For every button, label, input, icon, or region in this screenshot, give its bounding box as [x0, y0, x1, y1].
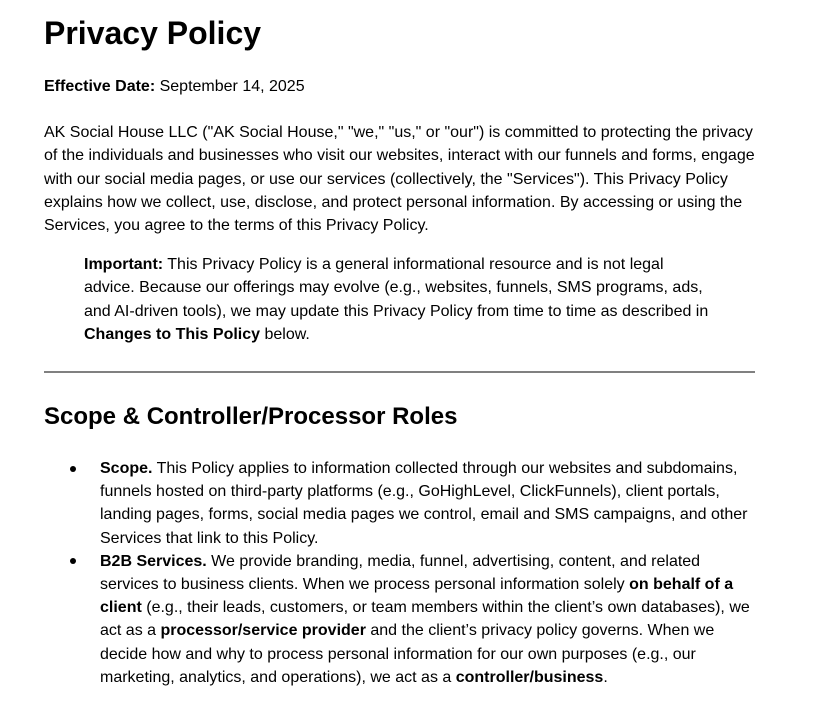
bold-text-run: Effective Date:: [44, 78, 156, 95]
bold-text-run: Scope.: [100, 460, 153, 478]
text-run: This Policy applies to information collected through our websites and subdomains, funnels hosted on third-party platforms (e.g., GoHighLevel, ClickFunnels), client portals, landing pages, forms, social media pages we control, email and SMS campaigns, and other Services that link to this Policy.: [100, 460, 748, 547]
bold-text-run: controller/business: [455, 668, 604, 686]
list-item-scope: [100, 457, 755, 550]
intro-paragraph: AK Social House LLC ("AK Social House," "we," "us," or "our") is committed to protecting the privacy of the individuals and businesses who visit our websites, interact with our funnels and forms, engage with our social media pages, or use our services (collectively, the "Services"). This Privacy Policy explains how we collect, use, disclose, and protect personal information. By accessing or using the Services, you agree to the terms of this Privacy Policy.: [44, 124, 755, 235]
text-run: September 14, 2025: [155, 78, 305, 95]
bold-text-run: Important:: [84, 256, 164, 274]
section-divider: [44, 371, 755, 373]
bold-text-run: on behalf of a client: [100, 576, 734, 617]
section-bullet-list: [44, 457, 755, 689]
bold-text-run: Changes to This Policy: [84, 325, 261, 343]
text-run: and the client’s privacy policy governs. When we decide how and why to process personal information for our own purposes (e.g., our marketing, analytics, and operations), we act as a: [100, 622, 715, 686]
important-note-block: [84, 253, 715, 346]
text-run: .: [603, 668, 608, 686]
text-run: (e.g., their leads, customers, or team members within the client’s own databases), we act as a: [100, 599, 750, 640]
section-heading: Scope & Controller/Processor Roles: [44, 403, 458, 431]
list-item-b2b-services: [100, 550, 755, 689]
text-run: We provide branding, media, funnel, advertising, content, and related services to business clients. When we process personal information solely: [100, 552, 701, 594]
page-title: Privacy Policy: [44, 15, 262, 51]
effective-date-line: [44, 75, 755, 98]
bold-text-run: B2B Services.: [100, 552, 207, 570]
text-run: below.: [260, 325, 310, 343]
bold-text-run: processor/service provider: [160, 622, 366, 640]
text-run: This Privacy Policy is a general informational resource and is not legal advice. Because our offerings may evolve (e.g., websites, funnels, SMS programs, ads, and AI-driven tools), we may update this Privacy Policy from time to time as described in: [84, 256, 709, 320]
